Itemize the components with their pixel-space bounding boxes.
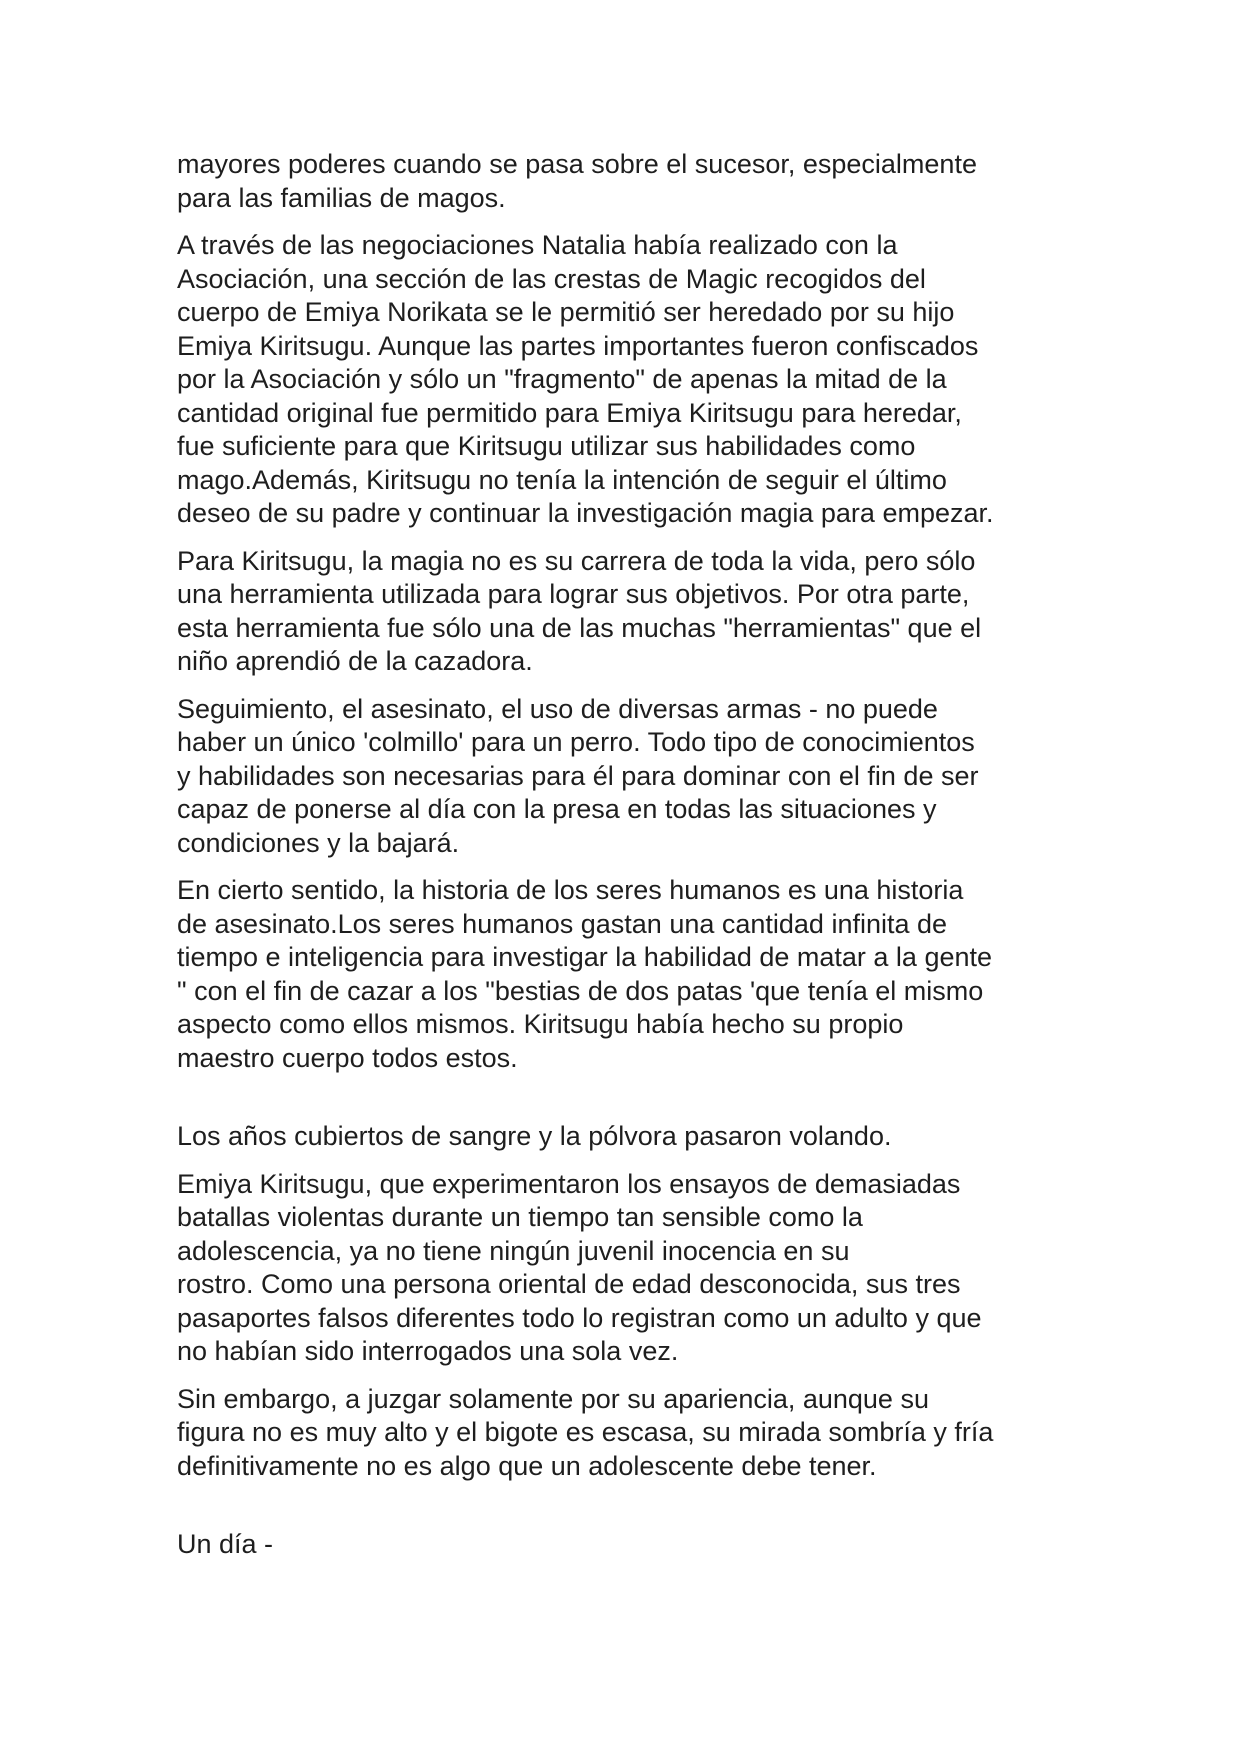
text-line: Emiya Kiritsugu. Aunque las partes importantes fueron confiscados <box>177 330 979 361</box>
paragraph-6 <box>177 1120 1077 1154</box>
document-body <box>177 148 1077 1576</box>
text-line: Seguimiento, el asesinato, el uso de diversas armas - no puede <box>177 693 938 724</box>
text-line: no habían sido interrogados una sola vez. <box>177 1336 679 1366</box>
text-line: mago.Además, Kiritsugu no tenía la intención de seguir el último <box>177 464 947 495</box>
text-line: aspecto como ellos mismos. Kiritsugu había hecho su propio <box>177 1009 904 1039</box>
text-line: para las familias de magos. <box>177 182 506 213</box>
text-line: figura no es muy alto y el bigote es escasa, su mirada sombría y fría <box>177 1417 994 1447</box>
text-line: batallas violentas durante un tiempo tan sensible como la <box>177 1202 863 1232</box>
text-line: definitivamente no es algo que un adolescente debe tener. <box>177 1450 877 1481</box>
text-line: condiciones y la bajará. <box>177 827 460 858</box>
text-line: y habilidades son necesarias para él para dominar con el fin de ser <box>177 760 979 791</box>
text-line: En cierto sentido, la historia de los seres humanos es una historia <box>177 875 964 905</box>
text-line: Emiya Kiritsugu, que experimentaron los ensayos de demasiadas <box>177 1168 961 1199</box>
paragraph-3 <box>177 545 1077 679</box>
paragraph-7 <box>177 1168 1077 1369</box>
text-line: capaz de ponerse al día con la presa en todas las situaciones y <box>177 794 937 824</box>
text-line: adolescencia, ya no tiene ningún juvenil inocencia en su <box>177 1235 850 1266</box>
text-line: por la Asociación y sólo un "fragmento" de apenas la mitad de la <box>177 364 947 394</box>
paragraph-4 <box>177 693 1077 861</box>
text-line: A través de las negociaciones Natalia había realizado con la <box>177 230 898 260</box>
text-line: fue suficiente para que Kiritsugu utilizar sus habilidades como <box>177 431 916 461</box>
paragraph-2 <box>177 229 1077 531</box>
text-line: rostro. Como una persona oriental de edad desconocida, sus tres <box>177 1269 961 1299</box>
text-line: haber un único 'colmillo' para un perro. Todo tipo de conocimientos <box>177 727 975 757</box>
paragraph-5 <box>177 874 1077 1075</box>
paragraph-1 <box>177 148 1077 215</box>
text-line: tiempo e inteligencia para investigar la habilidad de matar a la gente <box>177 942 993 972</box>
text-line: maestro cuerpo todos estos. <box>177 1042 518 1073</box>
text-line: mayores poderes cuando se pasa sobre el sucesor, especialmente <box>177 149 977 179</box>
text-line: " con el fin de cazar a los "bestias de dos patas 'que tenía el mismo <box>177 975 984 1006</box>
text-line: Sin embargo, a juzgar solamente por su apariencia, aunque su <box>177 1383 929 1414</box>
paragraph-9 <box>177 1528 1077 1562</box>
text-line: pasaportes falsos diferentes todo lo registran como un adulto y que <box>177 1302 982 1333</box>
text-line: Un día - <box>177 1529 274 1559</box>
text-line: esta herramienta fue sólo una de las muchas "herramientas" que el <box>177 612 982 643</box>
text-line: de asesinato.Los seres humanos gastan una cantidad infinita de <box>177 908 948 939</box>
text-line: deseo de su padre y continuar la investigación magia para empezar. <box>177 498 994 528</box>
text-line: Para Kiritsugu, la magia no es su carrera de toda la vida, pero sólo <box>177 545 976 576</box>
text-line: Asociación, una sección de las crestas de Magic recogidos del <box>177 263 926 294</box>
text-line: Los años cubiertos de sangre y la pólvora pasaron volando. <box>177 1121 892 1151</box>
text-line: cuerpo de Emiya Norikata se le permitió ser heredado por su hijo <box>177 297 955 327</box>
text-line: niño aprendió de la cazadora. <box>177 646 533 676</box>
paragraph-8 <box>177 1383 1077 1484</box>
text-line: cantidad original fue permitido para Emiya Kiritsugu para heredar, <box>177 397 962 428</box>
text-line: una herramienta utilizada para lograr sus objetivos. Por otra parte, <box>177 579 970 609</box>
